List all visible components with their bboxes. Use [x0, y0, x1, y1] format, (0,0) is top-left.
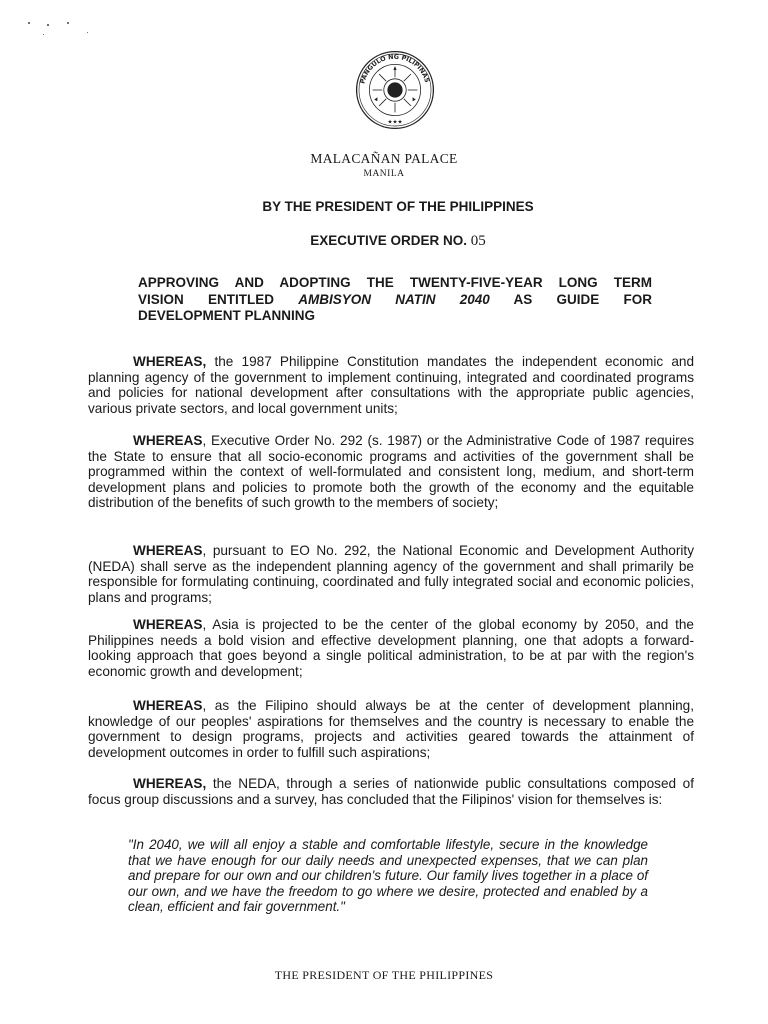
- presidential-seal-icon: [355, 50, 435, 130]
- whereas-text: , Asia is projected to be the center of the global economy by 2050, and the Philippines needs a bold vision and effective development planning, one that adopts a forward-looking approach that goes beyond a single political administration, to be at par with the region's economic growth and development;: [88, 617, 694, 679]
- scan-speck: [28, 22, 30, 24]
- title-line-3: DEVELOPMENT PLANNING: [138, 308, 316, 323]
- whereas-text: , pursuant to EO No. 292, the National Economic and Development Authority (NEDA) shall serve as the independent planning agency of the government and shall primarily be responsible for formulating continuing, coordinated and fully integrated social and economic policies, plans and programs;: [88, 543, 694, 605]
- whereas-lead: WHEREAS: [133, 433, 203, 448]
- vision-quote: "In 2040, we will all enjoy a stable and comfortable lifestyle, secure in the knowledge that we have enough for our daily needs and unexpected expenses, that we can plan and prepare for our own and our children's future. Our family lives together in a place of our own, and we have the freedom to go where we desire, protected and enabled by a clean, efficient and fair government.": [128, 837, 648, 915]
- palace-name: MALACAÑAN PALACE: [310, 151, 458, 166]
- title-vision-name: AMBISYON NATIN 2040: [298, 291, 490, 307]
- title-line-2: [138, 292, 652, 309]
- scan-speck: [43, 34, 44, 35]
- whereas-clause-2: [88, 433, 694, 511]
- whereas-text: , Executive Order No. 292 (s. 1987) or the Administrative Code of 1987 requires the State to ensure that all socio-economic programs and activities of the government shall be programmed within the context of well-formulated and consistent long, medium, and short-term development plans and policies to promote both the growth of the economy and the equitable distribution of the benefits of such growth to the members of society;: [88, 433, 694, 511]
- scan-speck: [87, 32, 88, 33]
- whereas-clause-3: [88, 543, 694, 605]
- seal-stars: ★★★: [387, 119, 403, 126]
- whereas-lead: WHEREAS: [133, 698, 203, 713]
- title-line-2-end: AS GUIDE FOR: [513, 291, 652, 307]
- title-line-2-start: VISION ENTITLED: [138, 291, 274, 307]
- whereas-clause-5: [88, 698, 694, 760]
- scan-speck: [47, 24, 49, 26]
- seal-inscription: PANGULO NG PILIPINAS: [358, 52, 432, 85]
- whereas-lead: WHEREAS,: [133, 354, 207, 369]
- order-number: 05: [470, 233, 486, 249]
- scan-speck: [67, 22, 69, 24]
- city-name: MANILA: [363, 169, 405, 179]
- whereas-text: the NEDA, through a series of nationwide public consultations composed of focus group discussions and a survey, has concluded that the Filipinos' vision for themselves is:: [88, 776, 694, 807]
- whereas-text: , as the Filipino should always be at the center of development planning, knowledge of our peoples' aspirations for themselves and the country is necessary to enable the government to design programs, projects and activities geared towards the attainment of development outcomes in order to fulfill such aspirations;: [88, 698, 694, 760]
- footer-text: THE PRESIDENT OF THE PHILIPPINES: [274, 968, 494, 982]
- whereas-clause-4: [88, 617, 694, 679]
- whereas-lead: WHEREAS: [133, 543, 203, 558]
- order-label: EXECUTIVE ORDER NO.: [310, 233, 467, 248]
- whereas-clause-6: [88, 776, 694, 807]
- title-line-1: APPROVING AND ADOPTING THE TWENTY-FIVE-YEAR LONG TERM: [138, 275, 652, 290]
- order-title: [138, 275, 652, 325]
- whereas-clause-1: [88, 354, 694, 416]
- whereas-text: the 1987 Philippine Constitution mandates the independent economic and planning agency of the government to implement continuing, integrated and coordinated programs and policies for national development after consultations with the appropriate public agencies, various private sectors, and local government units;: [88, 354, 694, 416]
- whereas-lead: WHEREAS,: [133, 776, 207, 791]
- whereas-lead: WHEREAS: [133, 617, 203, 632]
- executive-order-heading: [0, 233, 768, 250]
- issuer-line: BY THE PRESIDENT OF THE PHILIPPINES: [262, 199, 534, 214]
